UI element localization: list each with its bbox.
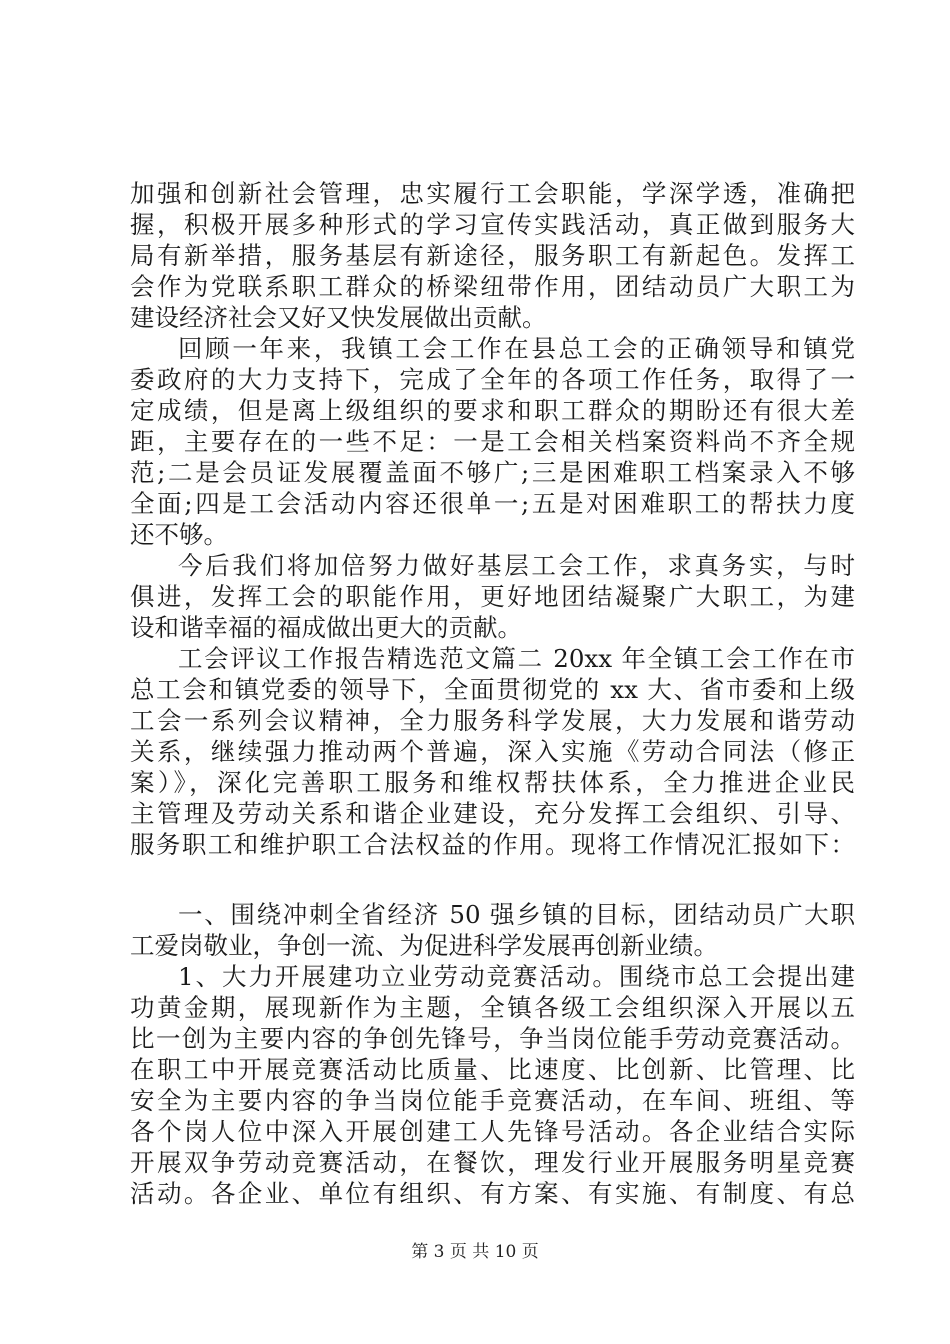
text-line: 工爱岗敬业，争创一流、为促进科学发展再创新业绩。 [130, 931, 718, 960]
text-line: 今后我们将加倍努力做好基层工会工作，求真务实，与时 [178, 551, 855, 580]
text-line: 距，主要存在的一些不足：一是工会相关档案资料尚不齐全规 [130, 427, 855, 456]
text-line: 加强和创新社会管理，忠实履行工会职能，学深学透，准确把 [130, 179, 855, 208]
text-line: 握，积极开展多种形式的学习宣传实践活动，真正做到服务大 [130, 210, 855, 239]
text-line: 建设经济社会又好又快发展做出贡献。 [130, 303, 547, 332]
text-line: 关系，继续强力推动两个普遍，深入实施《劳动合同法（修正 [130, 737, 855, 766]
text-line: 会作为党联系职工群众的桥梁纽带作用，团结动员广大职工为 [130, 272, 855, 301]
text-line: 安全为主要内容的争当岗位能手竞赛活动，在车间、班组、等 [130, 1086, 855, 1115]
text-line: 在职工中开展竞赛活动比质量、比速度、比创新、比管理、比 [130, 1055, 855, 1084]
text-line: 1、大力开展建功立业劳动竞赛活动。围绕市总工会提出建 [178, 962, 855, 991]
text-line: 局有新举措，服务基层有新途径，服务职工有新起色。发挥工 [130, 241, 855, 270]
text-line: 功黄金期，展现新作为主题，全镇各级工会组织深入开展以五 [130, 993, 855, 1022]
page-number: 第 3 页 共 10 页 [411, 1242, 539, 1262]
text-line: 委政府的大力支持下，完成了全年的各项工作任务，取得了一 [130, 365, 855, 394]
text-line: 俱进，发挥工会的职能作用，更好地团结凝聚广大职工，为建 [130, 582, 855, 611]
text-line: 全面;四是工会活动内容还很单一;五是对困难职工的帮扶力度 [130, 489, 855, 518]
text-line: 回顾一年来，我镇工会工作在县总工会的正确领导和镇党 [178, 334, 855, 363]
text-line: 一、围绕冲刺全省经济 50 强乡镇的目标，团结动员广大职 [178, 900, 855, 929]
text-line: 范;二是会员证发展覆盖面不够广;三是困难职工档案录入不够 [130, 458, 855, 487]
text-line: 设和谐幸福的福成做出更大的贡献。 [130, 613, 522, 642]
text-line: 主管理及劳动关系和谐企业建设，充分发挥工会组织、引导、 [130, 799, 855, 828]
text-line: 活动。各企业、单位有组织、有方案、有实施、有制度、有总 [130, 1179, 855, 1208]
text-line: 工会评议工作报告精选范文篇二 20xx 年全镇工会工作在市 [178, 644, 855, 673]
text-line: 开展双争劳动竞赛活动，在餐饮，理发行业开展服务明星竞赛 [130, 1148, 855, 1177]
text-line: 案）》，深化完善职工服务和维权帮扶体系，全力推进企业民 [130, 768, 855, 797]
text-line: 服务职工和维护职工合法权益的作用。现将工作情况汇报如下： [130, 830, 855, 859]
text-line: 各个岗人位中深入开展创建工人先锋号活动。各企业结合实际 [130, 1117, 855, 1146]
text-line: 定成绩，但是离上级组织的要求和职工群众的期盼还有很大差 [130, 396, 855, 425]
text-line: 比一创为主要内容的争创先锋号，争当岗位能手劳动竞赛活动。 [130, 1024, 855, 1053]
text-line: 还不够。 [130, 520, 228, 549]
text-line: 工会一系列会议精神，全力服务科学发展，大力发展和谐劳动 [130, 706, 855, 735]
text-line: 总工会和镇党委的领导下，全面贯彻党的 xx 大、省市委和上级 [130, 675, 855, 704]
